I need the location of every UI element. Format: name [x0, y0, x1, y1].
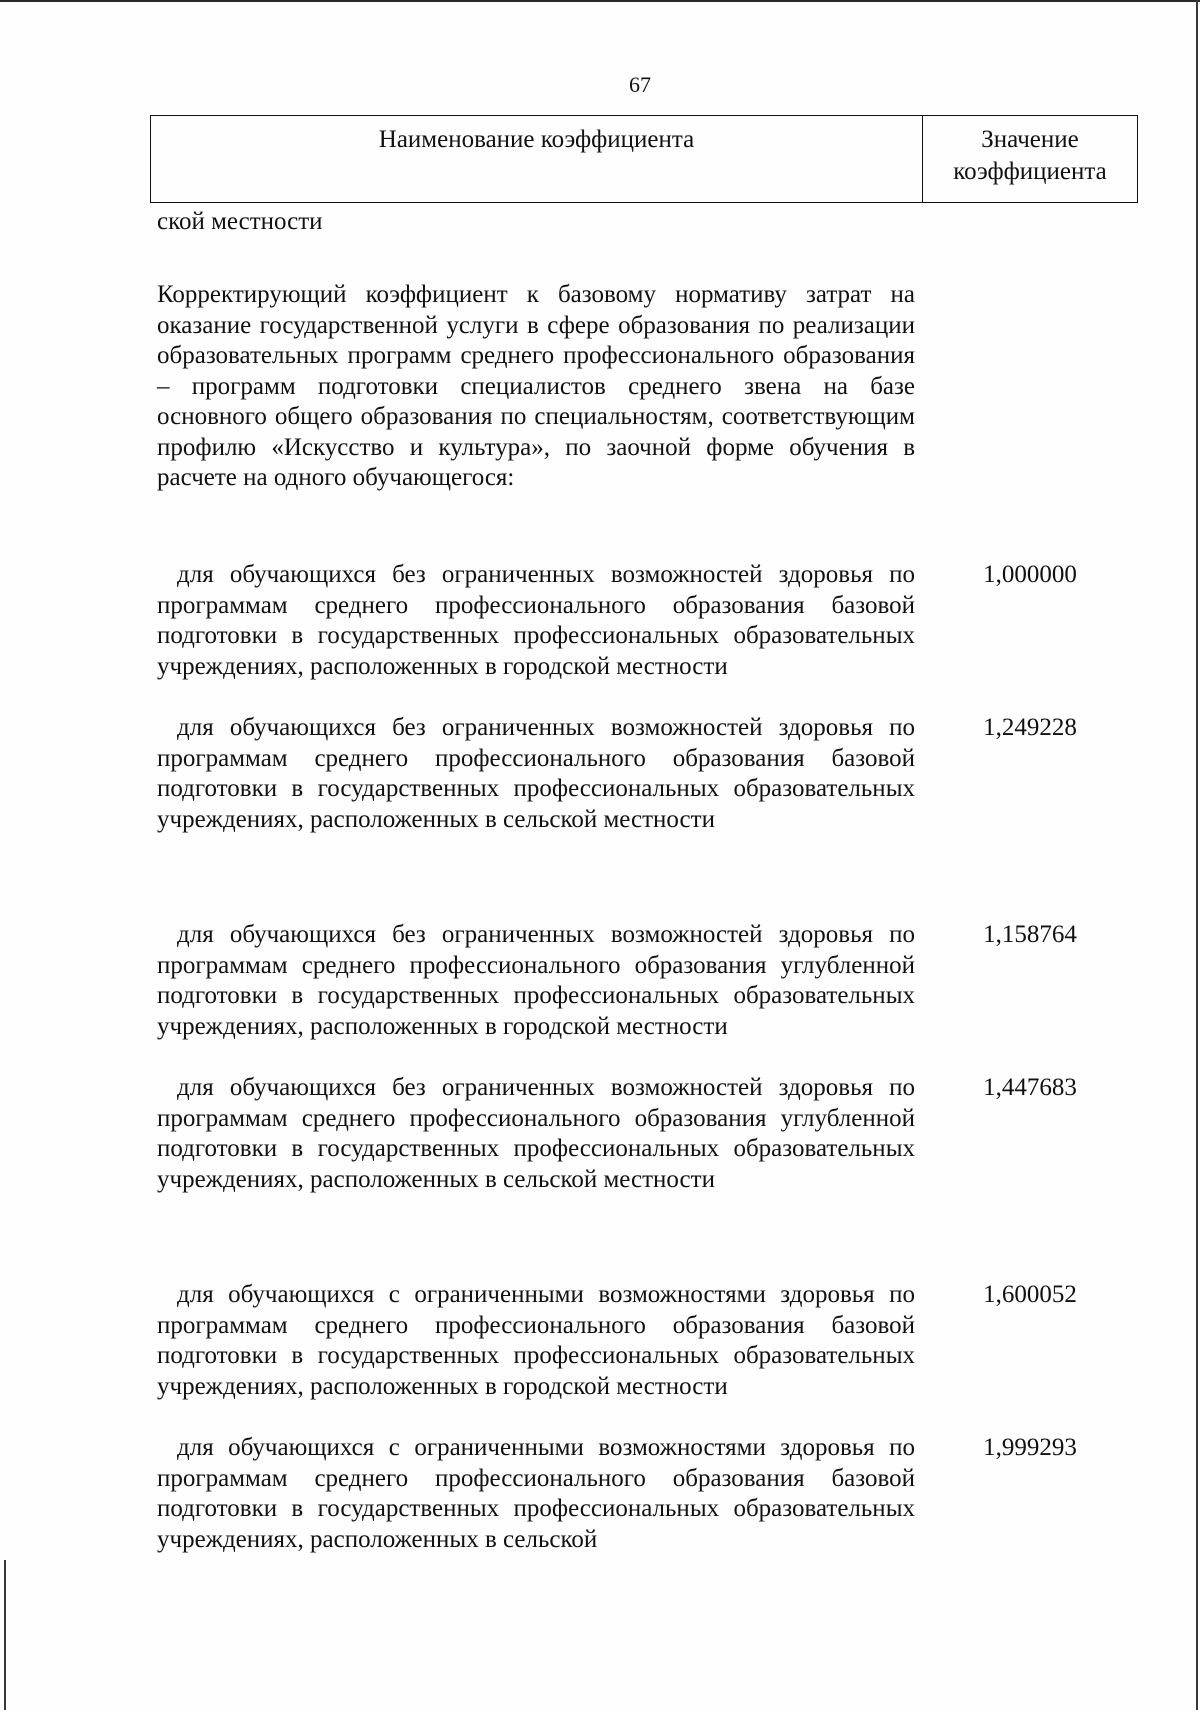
header-value-line2: коэффициента — [953, 158, 1107, 185]
coefficient-row-value: 1,000000 — [983, 561, 1077, 588]
scan-edge-left — [4, 1560, 6, 1710]
coefficient-row-value: 1,158764 — [983, 921, 1077, 948]
coefficient-row-text: для обучающихся без ограниченных возможностей здоровья по программам среднего профессионального образования углубленной подготовки в государственных профессиональных образовательных учреждениях, расположенных в сельской местности — [157, 1074, 915, 1193]
header-value-line1: Значение — [981, 126, 1079, 153]
scan-edge-right — [1196, 0, 1198, 1710]
coefficient-row-value: 1,600052 — [983, 1281, 1077, 1308]
header-name-column: Наименование коэффициента — [151, 116, 923, 202]
coefficient-row-text: для обучающихся с ограниченными возможностями здоровья по программам среднего профессионального образования базовой подготовки в государственных профессиональных образовательных учреждениях, расположенных в сельской — [157, 1434, 915, 1553]
table-header — [150, 115, 1138, 203]
coefficient-row-value: 1,249228 — [983, 714, 1077, 741]
coefficient-row-text: для обучающихся без ограниченных возможностей здоровья по программам среднего профессионального образования базовой подготовки в государственных профессиональных образовательных учреждениях, расположенных в сельской местности — [157, 714, 915, 833]
coefficient-row-value: 1,447683 — [983, 1074, 1077, 1101]
coefficient-row-text: для обучающихся без ограниченных возможностей здоровья по программам среднего профессионального образования базовой подготовки в государственных профессиональных образовательных учреждениях, расположенных в городской местности — [157, 561, 915, 680]
intro-paragraph: Корректирующий коэффициент к базовому нормативу затрат на оказание государственной услуги в сфере образования по реализации образовательных программ среднего профессионального образования – программ подготовки специалистов среднего звена на базе основного общего образования по специальностям, соответствующим профилю «Искусство и культура», по заочной форме обучения в расчете на одного обучающегося: — [157, 281, 915, 491]
coefficient-row-text: для обучающихся с ограниченными возможностями здоровья по программам среднего профессионального образования базовой подготовки в государственных профессиональных образовательных учреждениях, расположенных в городской местности — [157, 1281, 915, 1400]
coefficient-row-text: для обучающихся без ограниченных возможностей здоровья по программам среднего профессионального образования углубленной подготовки в государственных профессиональных образовательных учреждениях, расположенных в городской местности — [157, 921, 915, 1040]
header-value-column — [923, 116, 1137, 202]
page-number: 67 — [629, 72, 651, 97]
continuation-text: ской местности — [157, 208, 323, 235]
coefficient-row-value: 1,999293 — [983, 1434, 1077, 1461]
scan-edge-top — [0, 0, 1200, 2]
